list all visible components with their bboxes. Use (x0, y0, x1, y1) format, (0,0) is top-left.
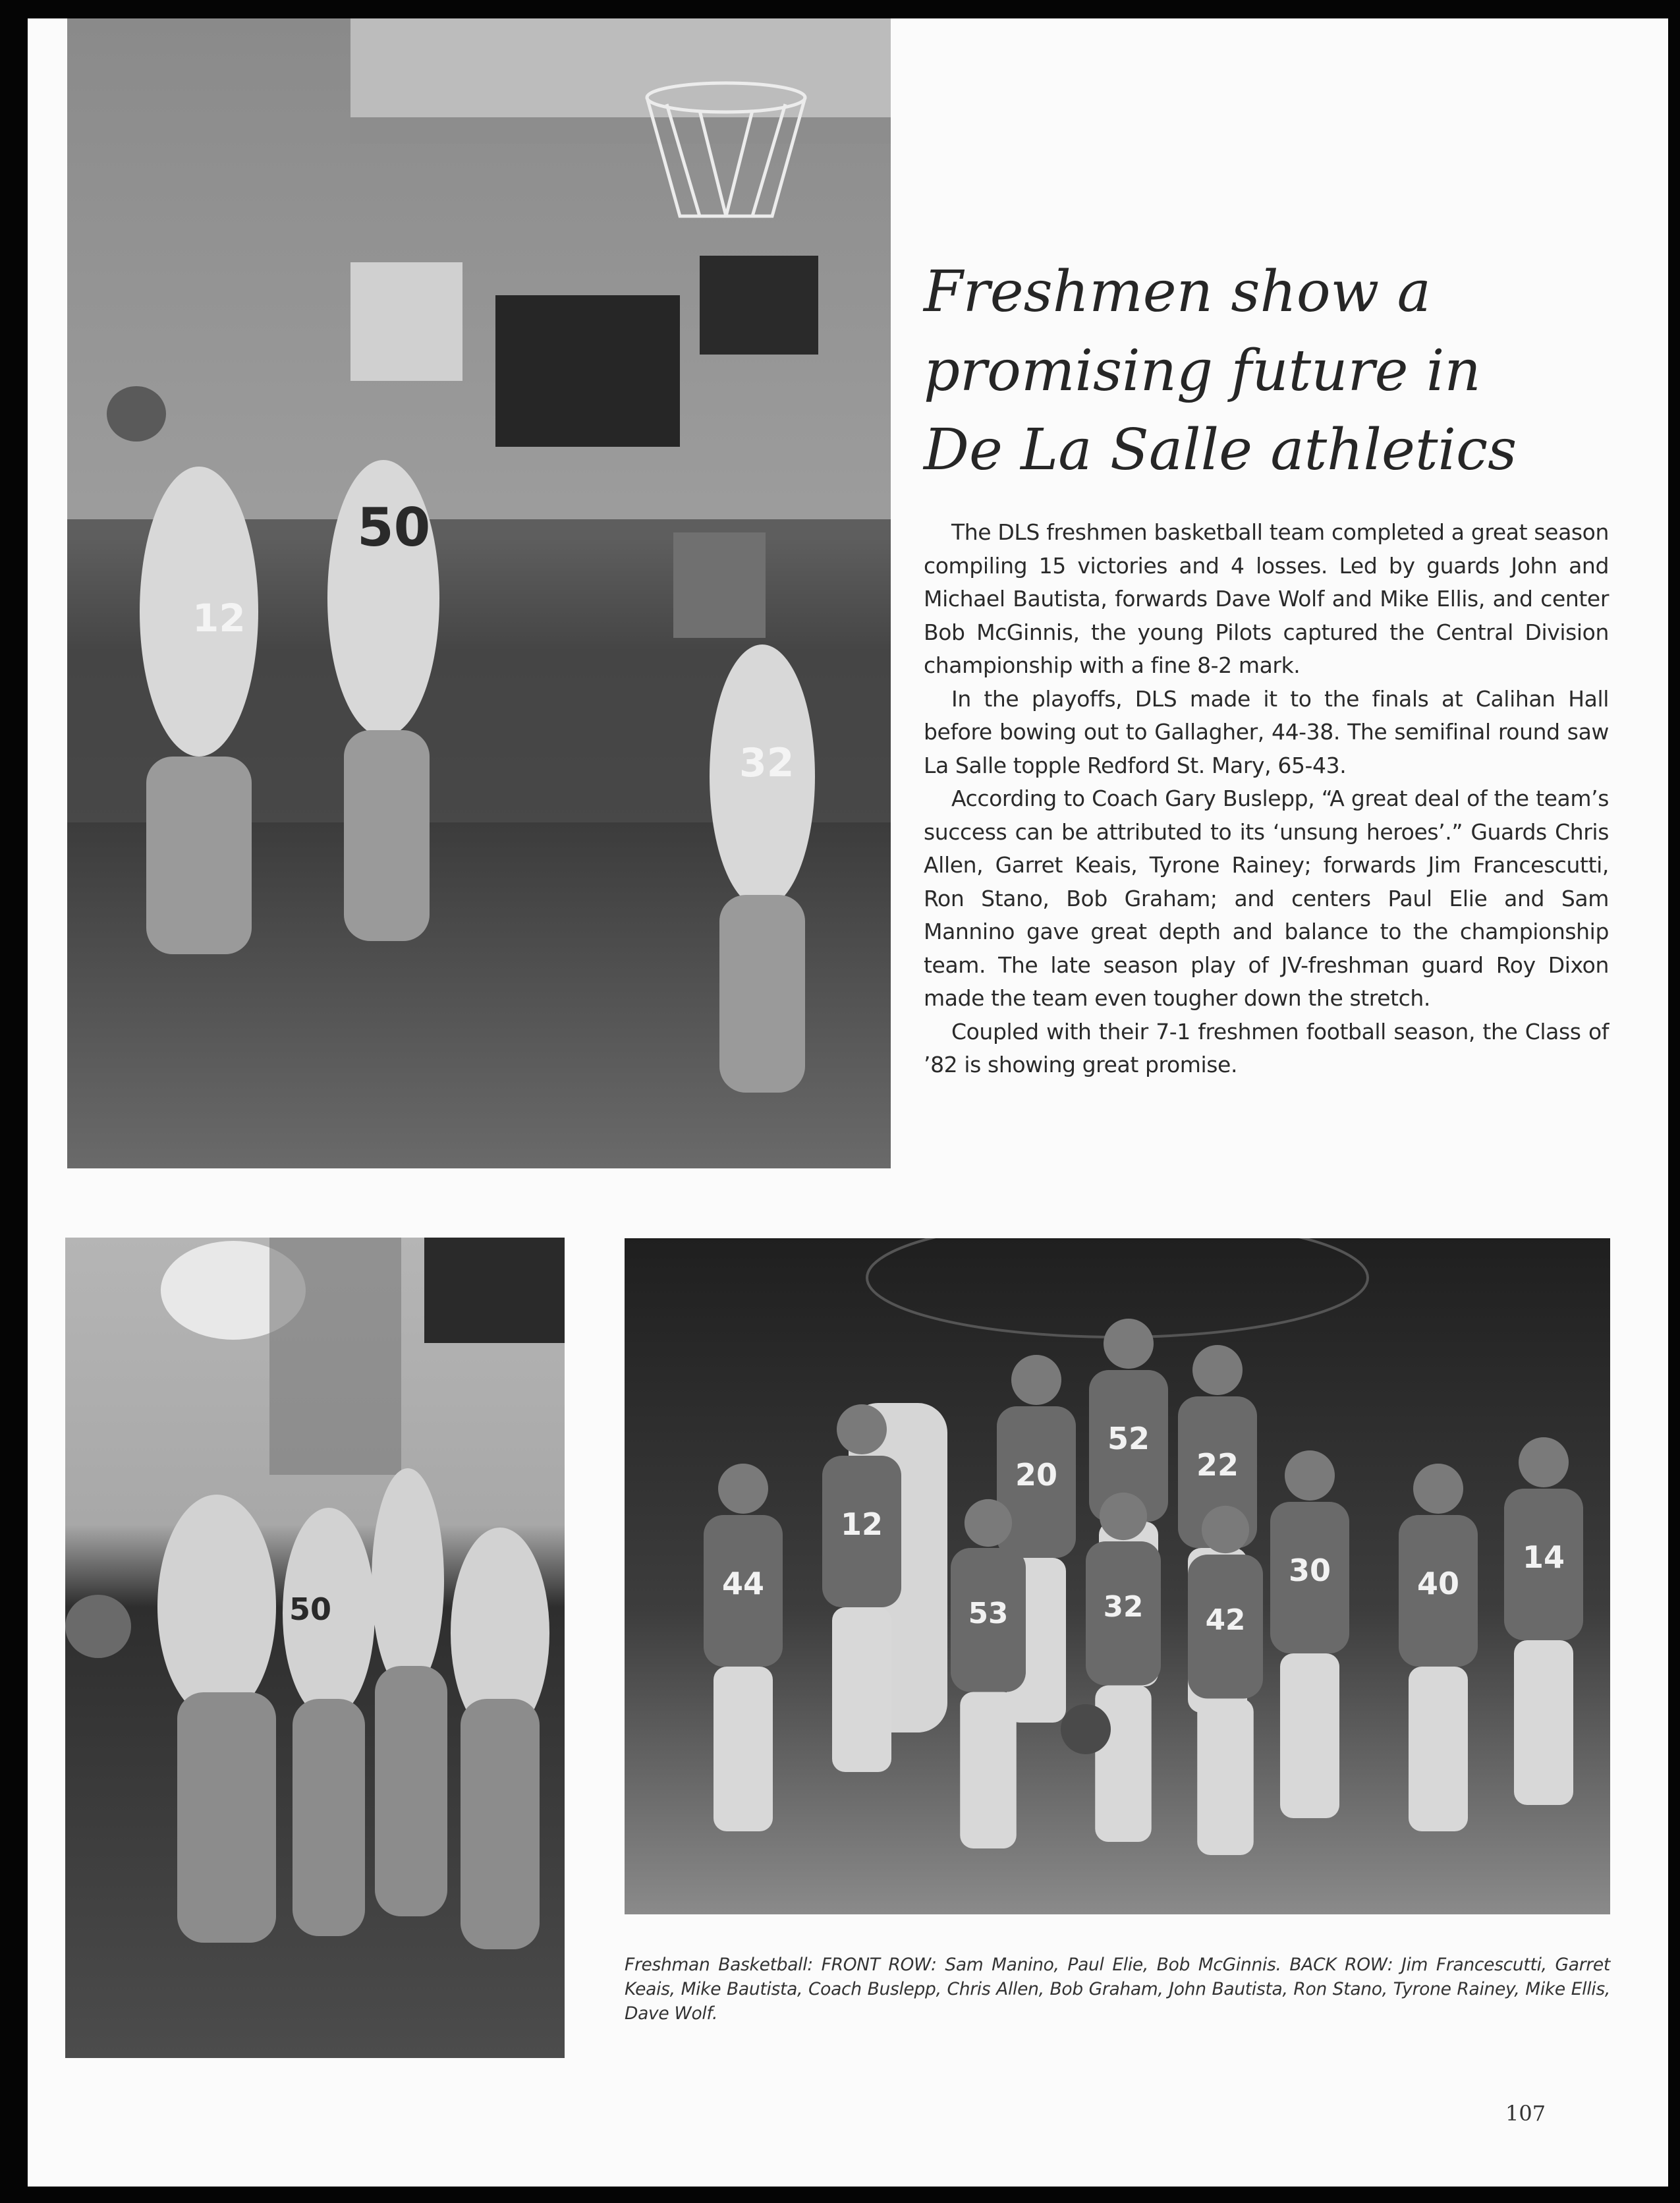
player-head (965, 1499, 1012, 1547)
article-paragraph: The DLS freshmen basketball team completed a great season compiling 15 victories and 4 losses. Led by guards John and Michael Bautista, forwards Dave Wolf and Mike Ellis, and center Bob McGinnis, the young Pilots captured the Central Division championship with a fine 8-2 mark. (924, 519, 1609, 678)
team-photo (625, 1238, 1610, 1914)
player-legs (832, 1607, 891, 1772)
player-head (1285, 1450, 1335, 1501)
team-jersey-number: 20 (1015, 1457, 1058, 1493)
article-headline (924, 252, 1635, 490)
article-paragraph: Coupled with their 7-1 freshmen football season, the Class of ’82 is showing great promise. (924, 1018, 1609, 1077)
action-photo-jump-shot-image (67, 18, 891, 1168)
team-jersey-number: 44 (721, 1566, 765, 1601)
jersey-number: 50 (357, 497, 431, 558)
player-legs (1514, 1640, 1573, 1805)
player-head (1104, 1319, 1154, 1369)
page-number: 107 (1505, 2101, 1546, 2126)
team-jersey-number: 40 (1416, 1566, 1460, 1601)
article-paragraph: In the playoffs, DLS made it to the finals at Calihan Hall before bowing out to Gallagher, 44-38. The semifinal round saw La Salle topple Redford St. Mary, 65-43. (924, 685, 1609, 778)
team-jersey-number: 12 (840, 1506, 883, 1542)
player-head (1202, 1506, 1249, 1553)
jersey-number: 32 (739, 740, 795, 786)
player-head (1519, 1437, 1569, 1487)
action-photo-defense-image (65, 1238, 565, 2058)
team-jersey-number: 14 (1522, 1539, 1565, 1575)
team-jersey-number: 52 (1107, 1421, 1150, 1456)
player-legs (1280, 1653, 1339, 1818)
player-head (1192, 1345, 1243, 1395)
player-head (1100, 1493, 1147, 1540)
team-jersey-number: 32 (1103, 1590, 1144, 1624)
team-jersey-number: 22 (1196, 1447, 1239, 1483)
player-legs (1095, 1686, 1152, 1843)
headline-line-1: Freshmen show a (924, 259, 1431, 325)
article-body (924, 516, 1609, 1082)
player-legs (960, 1692, 1017, 1849)
basketball (1061, 1704, 1111, 1754)
action-photo-jump-shot (67, 18, 891, 1168)
yearbook-page (28, 18, 1668, 2187)
player-legs (714, 1667, 773, 1831)
player-legs (1409, 1667, 1468, 1831)
action-photo-defense (65, 1238, 565, 2058)
team-jersey-number: 42 (1205, 1603, 1246, 1637)
team-photo-image (625, 1238, 1610, 1914)
headline-line-2: promising future in (924, 338, 1481, 404)
player-head (1413, 1464, 1463, 1514)
team-jersey-number: 53 (968, 1597, 1009, 1630)
player-head (837, 1404, 887, 1454)
team-photo-caption: Freshman Basketball: FRONT ROW: Sam Manino, Paul Elie, Bob McGinnis. BACK ROW: Jim Francescutti, Garret Keais, Mike Bautista, Coach Buslepp, Chris Allen, Bob Graham, John Bautista, Ron Stano, Tyrone Rainey, Mike Ellis, Dave Wolf. (625, 1955, 1610, 2024)
team-jersey-number: 30 (1288, 1553, 1331, 1588)
player-head (718, 1464, 768, 1514)
jersey-number: 50 (289, 1591, 332, 1627)
article-paragraph: According to Coach Gary Buslepp, “A great deal of the team’s success can be attributed to its ‘unsung heroes’.” Guards Chris Allen, Garret Keais, Tyrone Rainey; forwards Jim Francescutti, Ron Stano, Bob Graham; and centers Paul Elie and Sam Mannino gave great depth and balance to the championship team. The late season play of JV-freshman guard Roy Dixon made the team even tougher down the stretch. (924, 786, 1609, 1011)
jersey-number: 12 (192, 596, 246, 641)
headline-line-3: De La Salle athletics (924, 417, 1517, 483)
player-legs (1197, 1699, 1254, 1856)
player-head (1011, 1355, 1061, 1405)
